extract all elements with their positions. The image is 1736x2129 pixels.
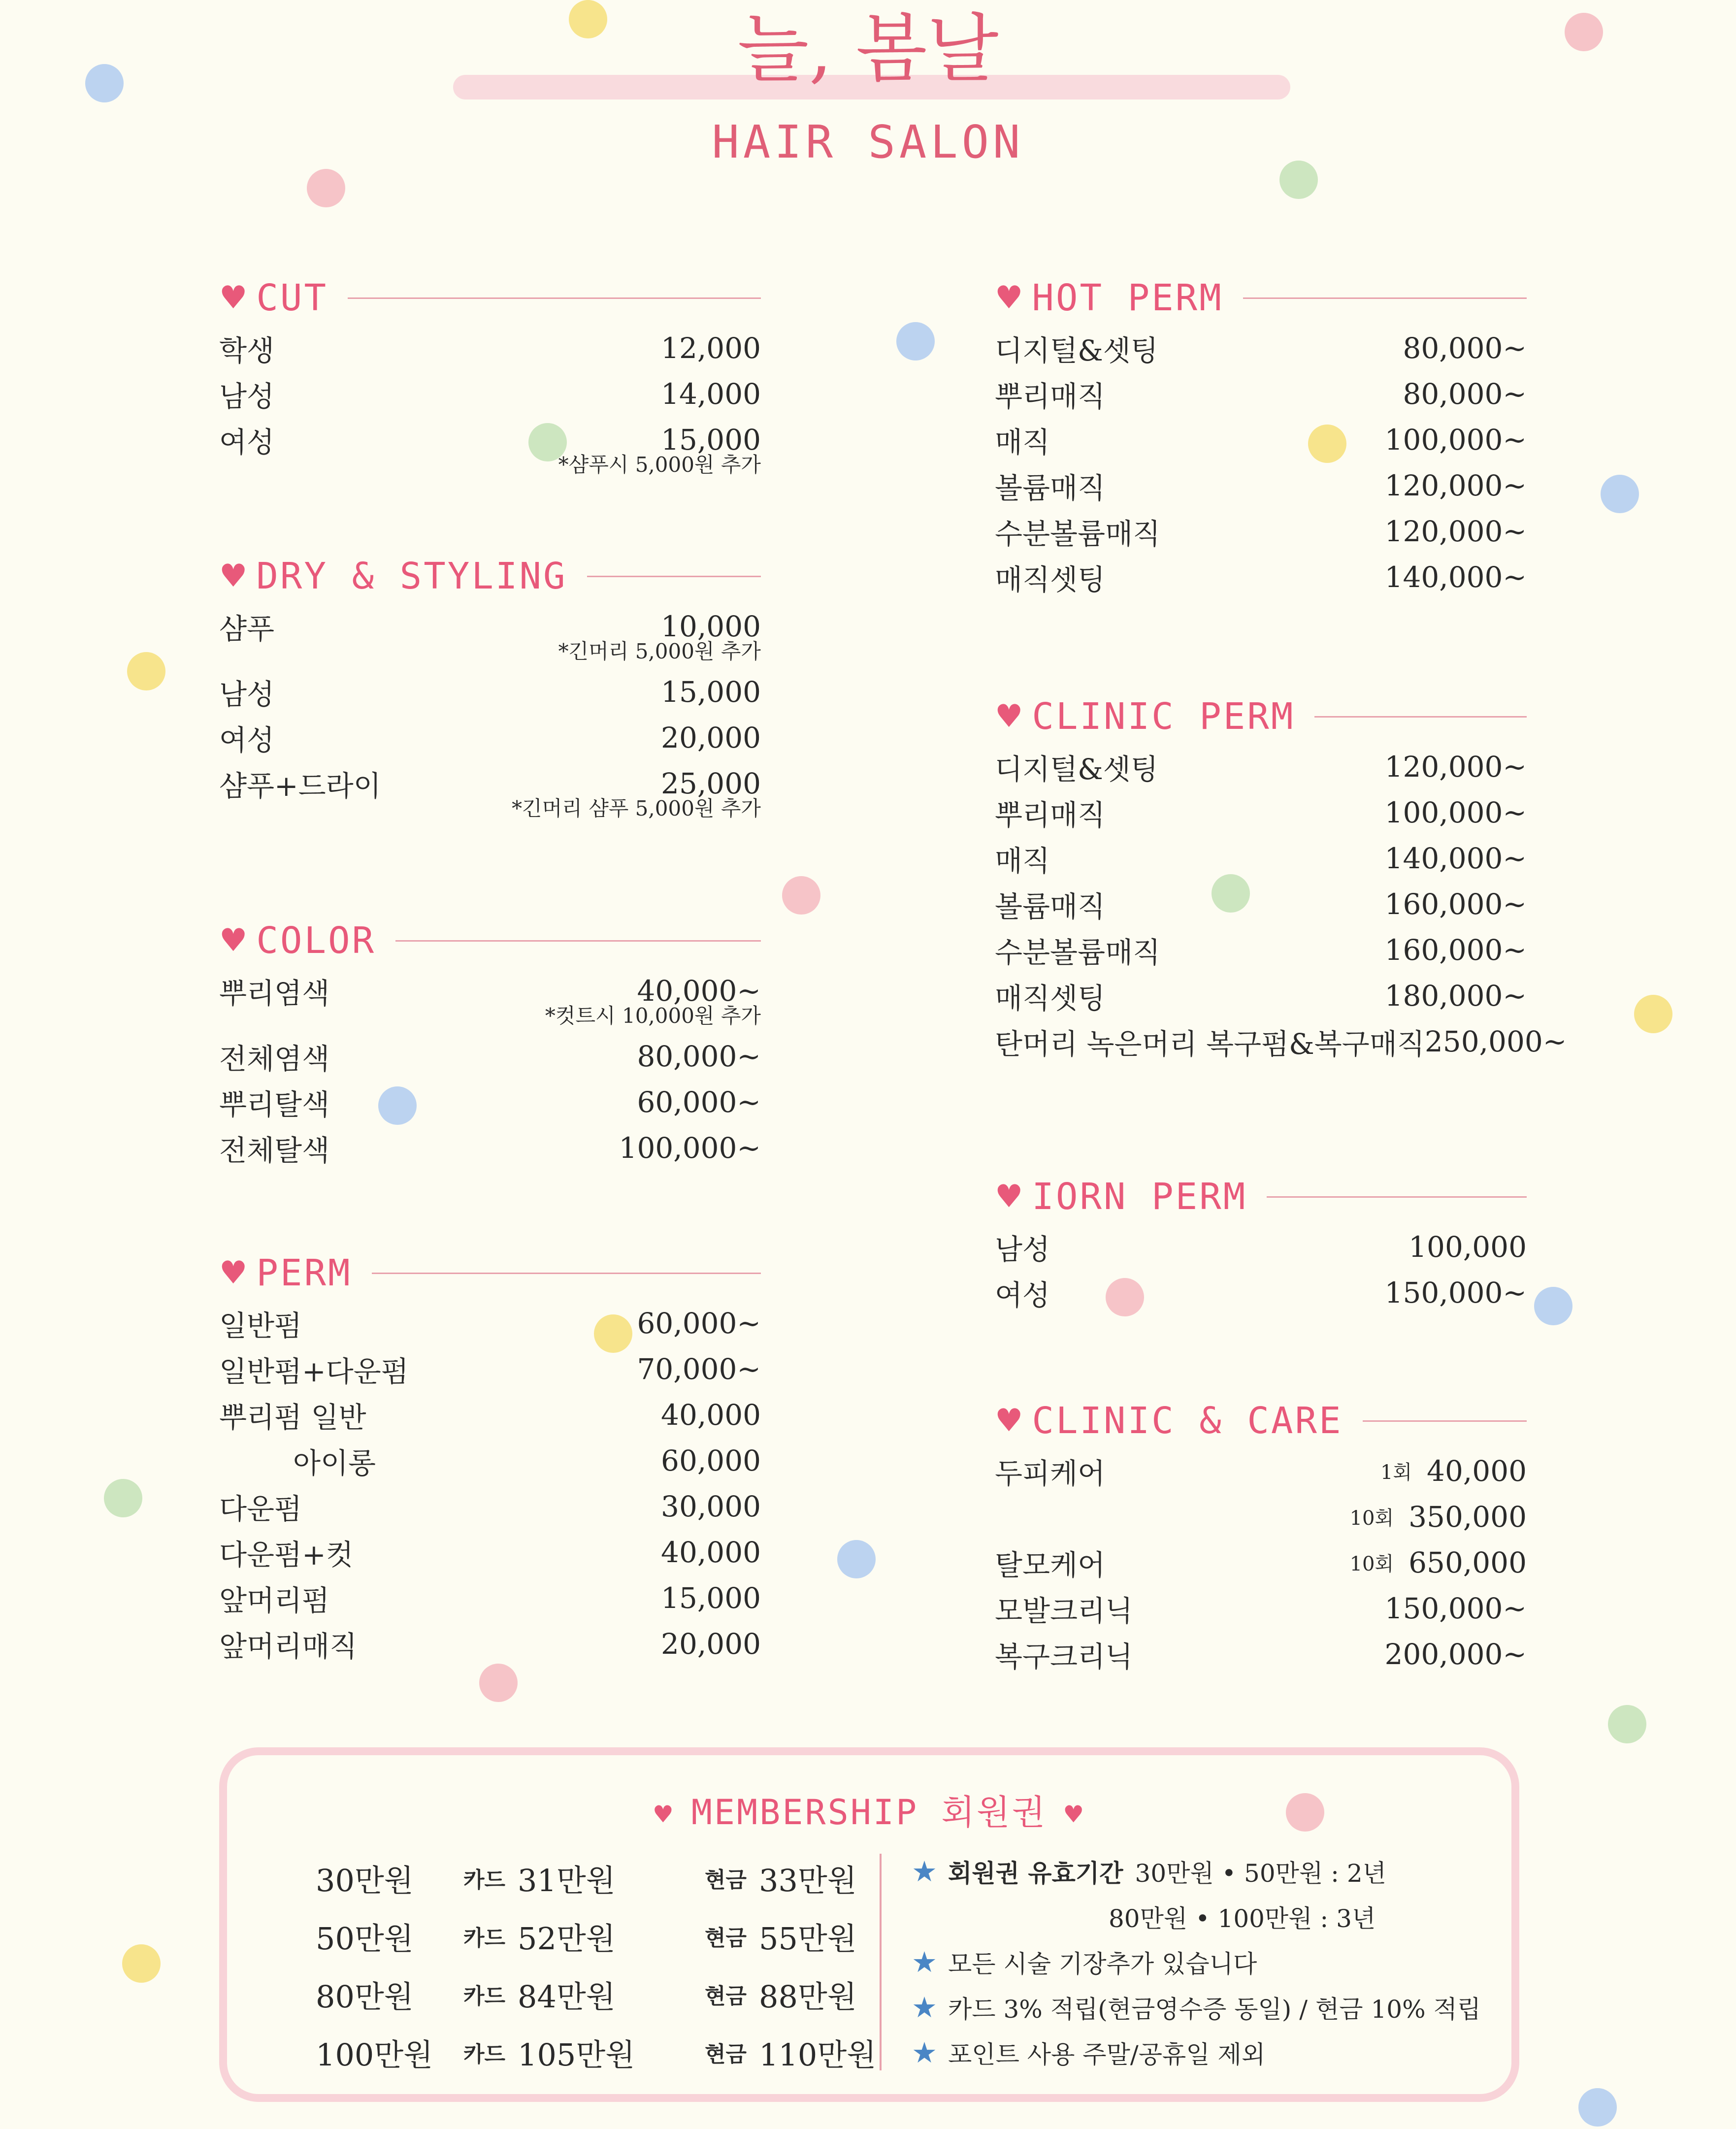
service-name: 여성 <box>219 723 275 757</box>
heart-icon: ♥ <box>219 922 248 959</box>
service-name: 볼륨매직 <box>995 889 1106 923</box>
card-price: 105만원 <box>518 2036 635 2073</box>
service-price: 15,000 <box>661 423 761 457</box>
menu-section <box>995 1399 1527 1677</box>
section-header <box>995 276 1527 320</box>
price-row <box>995 1018 1567 1064</box>
membership-amount: 100만원 <box>316 2036 433 2073</box>
price-group <box>1385 1592 1527 1625</box>
service-price: 140,000~ <box>1384 841 1527 875</box>
service-price: 120,000~ <box>1384 514 1527 548</box>
service-price: 160,000~ <box>1384 933 1527 967</box>
price-group <box>1385 423 1527 457</box>
star-icon: ★ <box>912 1991 937 2024</box>
membership-row <box>316 1849 995 1907</box>
menu-section <box>219 554 761 826</box>
price-row <box>219 1033 761 1079</box>
service-price: 350,000 <box>1408 1500 1527 1534</box>
service-name: 앞머리펌 <box>219 1583 330 1617</box>
section-header <box>995 1175 1527 1219</box>
section-divider-line <box>1363 1420 1527 1422</box>
section-divider-line <box>395 940 761 942</box>
star-icon: ★ <box>912 2036 937 2069</box>
menu-section <box>995 694 1567 1064</box>
service-name: 수분볼륨매직 <box>995 517 1161 551</box>
cash-label: 현금 <box>705 1984 747 2009</box>
price-list <box>995 744 1567 1064</box>
section-header <box>219 1251 761 1295</box>
service-price: 10,000 <box>661 609 761 643</box>
service-name: 남성 <box>219 677 275 711</box>
price-group <box>1385 469 1527 502</box>
section-title: CLINIC & CARE <box>1032 1400 1343 1442</box>
validity-text-2: 80만원 • 100만원 : 3년 <box>1109 1904 1376 1933</box>
price-note: *컷트시 10,000원 추가 <box>545 1004 761 1028</box>
service-name: 뿌리매직 <box>995 379 1106 413</box>
service-price: 15,000 <box>661 1581 761 1615</box>
service-name: 뿌리염색 <box>219 976 330 1010</box>
service-name: 남성 <box>219 379 275 413</box>
service-name: 두피케어 <box>995 1456 1106 1490</box>
service-name: 일반펌 <box>219 1309 302 1343</box>
price-row <box>219 1575 761 1621</box>
price-row <box>219 1079 761 1125</box>
decorative-dot <box>1601 475 1639 513</box>
decorative-dot <box>896 322 935 360</box>
price-group <box>1385 1638 1527 1671</box>
decorative-dot <box>837 1540 876 1578</box>
service-price: 12,000 <box>661 331 761 365</box>
session-count: 1회 <box>1380 1461 1412 1484</box>
price-group <box>1385 887 1527 921</box>
service-name: 탈모케어 <box>995 1548 1106 1582</box>
decorative-dot <box>1608 1705 1646 1743</box>
price-row <box>219 715 761 760</box>
service-name: 볼륨매직 <box>995 471 1106 505</box>
card-price: 52만원 <box>518 1920 616 1957</box>
service-name: 샴푸 <box>219 612 275 646</box>
section-header <box>219 276 761 320</box>
price-row <box>219 669 761 715</box>
cash-price: 88만원 <box>759 1978 857 2015</box>
heart-icon: ♥ <box>995 1403 1023 1439</box>
price-row <box>219 1125 761 1171</box>
service-price: 140,000~ <box>1384 560 1527 594</box>
price-group <box>1408 1230 1527 1264</box>
price-group <box>1380 1454 1527 1488</box>
price-group <box>1403 331 1527 365</box>
page-subtitle: HAIR SALON <box>712 116 1024 168</box>
service-price: 180,000~ <box>1384 979 1527 1013</box>
price-row <box>995 1448 1527 1494</box>
note-text: 포인트 사용 주말/공휴일 제외 <box>948 2040 1266 2069</box>
price-group <box>661 377 761 411</box>
service-name: 다운펌+컷 <box>219 1538 354 1572</box>
card-price: 84만원 <box>518 1978 616 2015</box>
heart-icon: ♥ <box>219 558 248 594</box>
decorative-dot <box>782 876 820 915</box>
membership-divider <box>880 1854 882 2070</box>
card-label: 카드 <box>463 1926 506 1951</box>
service-price: 120,000~ <box>1384 750 1527 784</box>
service-price: 150,000~ <box>1384 1591 1527 1625</box>
price-row <box>995 1270 1527 1315</box>
section-title: IORN PERM <box>1032 1176 1247 1218</box>
heart-icon: ♥ <box>219 1255 248 1291</box>
service-name: 매직 <box>995 844 1050 878</box>
price-group <box>1385 842 1527 875</box>
validity-text-1: 30만원 • 50만원 : 2년 <box>1135 1859 1386 1888</box>
price-row <box>219 1529 761 1575</box>
decorative-dot <box>307 169 345 207</box>
price-group <box>661 1444 761 1477</box>
section-header <box>995 694 1527 739</box>
section-title: CLINIC PERM <box>1032 695 1295 738</box>
price-row <box>995 1539 1527 1585</box>
membership-row <box>316 1965 995 2023</box>
price-group <box>1350 1546 1527 1579</box>
service-price: 100,000~ <box>619 1131 761 1165</box>
price-group <box>637 974 761 1008</box>
menu-section <box>219 276 761 482</box>
menu-section <box>219 1251 761 1667</box>
service-name: 앞머리매직 <box>219 1629 358 1663</box>
price-group <box>1350 1500 1527 1534</box>
membership-note-validity <box>912 1849 1493 1894</box>
price-group <box>1425 1025 1567 1058</box>
price-row <box>995 1631 1527 1677</box>
membership-amount: 80만원 <box>316 1978 414 2015</box>
service-name: 학생 <box>219 333 275 367</box>
section-divider-line <box>1267 1196 1527 1198</box>
section-divider-line <box>1243 297 1527 299</box>
service-price: 80,000~ <box>1403 331 1527 365</box>
price-group <box>661 675 761 709</box>
service-price: 160,000~ <box>1384 887 1527 921</box>
service-name: 전체염색 <box>219 1042 330 1076</box>
service-price: 120,000~ <box>1384 468 1527 502</box>
price-group <box>1385 560 1527 594</box>
service-price: 15,000 <box>661 675 761 709</box>
heart-icon: ♥ <box>995 698 1023 735</box>
price-list <box>219 968 761 1171</box>
heart-icon: ♥ <box>219 280 248 316</box>
price-group <box>661 1398 761 1432</box>
membership-box <box>219 1747 1519 2102</box>
price-row <box>219 1392 761 1438</box>
price-row <box>995 927 1527 973</box>
price-row <box>219 371 761 417</box>
price-list <box>995 325 1527 600</box>
service-name: 디지털&셋팅 <box>995 333 1158 367</box>
price-row <box>995 508 1527 554</box>
price-row <box>995 371 1527 417</box>
price-row <box>219 1346 761 1392</box>
service-name: 뿌리탈색 <box>219 1087 330 1121</box>
service-name: 샴푸+드라이 <box>219 769 381 803</box>
membership-table <box>316 1849 995 2081</box>
service-price: 100,000~ <box>1384 795 1527 829</box>
decorative-dot <box>104 1479 142 1517</box>
section-title: PERM <box>256 1252 352 1294</box>
price-row <box>995 1585 1527 1631</box>
cash-price: 110만원 <box>759 2036 877 2073</box>
price-group <box>661 610 761 643</box>
membership-note-3 <box>912 1985 1493 2030</box>
price-group <box>1385 796 1527 829</box>
cash-label: 현금 <box>705 1867 747 1893</box>
price-list <box>995 1448 1527 1677</box>
service-price: 150,000~ <box>1384 1276 1527 1310</box>
service-name: 매직셋팅 <box>995 981 1106 1015</box>
price-group <box>637 1085 761 1119</box>
price-note: *긴머리 5,000원 추가 <box>558 639 761 663</box>
star-icon: ★ <box>912 1855 937 1888</box>
card-label: 카드 <box>463 1984 506 2009</box>
menu-section <box>995 276 1527 600</box>
decorative-dot <box>479 1664 518 1702</box>
price-row <box>219 1483 761 1529</box>
cash-label: 현금 <box>705 1926 747 1951</box>
price-group <box>661 423 761 457</box>
decorative-dot <box>1534 1287 1572 1325</box>
price-group <box>1385 1276 1527 1310</box>
service-price: 80,000~ <box>1403 377 1527 411</box>
membership-title: MEMBERSHIP 회원권 <box>691 1792 1048 1833</box>
price-group <box>661 1627 761 1661</box>
price-group <box>661 1490 761 1523</box>
decorative-dot <box>1634 995 1672 1033</box>
service-name: 디지털&셋팅 <box>995 752 1158 786</box>
price-group <box>1403 377 1527 411</box>
session-count: 10회 <box>1349 1507 1394 1530</box>
service-name: 뿌리매직 <box>995 798 1106 832</box>
price-row <box>995 462 1527 508</box>
price-group <box>661 767 761 800</box>
section-divider-line <box>348 297 761 299</box>
price-group <box>637 1307 761 1340</box>
price-row <box>219 325 761 371</box>
service-price: 25,000 <box>661 766 761 800</box>
price-group <box>637 1040 761 1073</box>
service-name: 남성 <box>995 1232 1050 1266</box>
membership-note-4 <box>912 2030 1493 2075</box>
price-row <box>995 417 1527 462</box>
service-price: 60,000~ <box>637 1306 761 1340</box>
price-row <box>995 325 1527 371</box>
service-name: 수분볼륨매직 <box>995 935 1161 969</box>
service-price: 40,000~ <box>637 974 761 1008</box>
service-name: 전체탈색 <box>219 1133 330 1167</box>
service-price: 80,000~ <box>637 1039 761 1073</box>
price-group <box>661 1536 761 1569</box>
service-name: 매직셋팅 <box>995 562 1106 596</box>
price-group <box>637 1352 761 1386</box>
service-price: 40,000 <box>661 1535 761 1569</box>
service-price: 40,000 <box>661 1398 761 1432</box>
price-row <box>219 1438 761 1483</box>
service-name: 여성 <box>995 1278 1050 1312</box>
price-group <box>1385 933 1527 967</box>
price-row <box>995 1224 1527 1270</box>
price-row <box>219 1300 761 1346</box>
service-price: 100,000~ <box>1384 423 1527 457</box>
decorative-dot <box>1578 2088 1617 2127</box>
cash-label: 현금 <box>705 2042 747 2067</box>
heart-icon: ♥ <box>995 1179 1023 1215</box>
price-group <box>661 331 761 365</box>
membership-amount: 50만원 <box>316 1920 414 1957</box>
service-name: 뿌리펌 일반 <box>219 1400 366 1434</box>
price-row <box>995 835 1527 881</box>
service-name: 매직 <box>995 425 1050 459</box>
service-name: 탄머리 녹은머리 복구펌&복구매직 <box>995 1027 1425 1061</box>
service-price: 60,000 <box>661 1443 761 1477</box>
star-icon: ★ <box>912 1945 937 1979</box>
membership-row <box>316 1907 995 1965</box>
price-group <box>1385 515 1527 548</box>
price-group <box>619 1131 761 1165</box>
price-row <box>995 973 1527 1018</box>
service-name: 여성 <box>219 425 275 459</box>
service-price: 70,000~ <box>637 1352 761 1386</box>
menu-section <box>219 918 761 1171</box>
service-price: 200,000~ <box>1384 1637 1527 1671</box>
membership-row <box>316 2023 995 2081</box>
membership-amount: 30만원 <box>316 1862 414 1899</box>
note-text: 카드 3% 적립(현금영수증 동일) / 현금 10% 적립 <box>948 1995 1481 2024</box>
service-price: 20,000 <box>661 1627 761 1661</box>
membership-note-2 <box>912 1939 1493 1985</box>
price-group <box>661 721 761 754</box>
page-title: 늘, 봄날 <box>737 6 999 92</box>
section-header <box>995 1399 1527 1443</box>
price-group <box>1385 750 1527 784</box>
price-group <box>661 1581 761 1615</box>
service-name: 일반펌+다운펌 <box>219 1354 409 1388</box>
heart-icon: ♥ <box>1065 1798 1084 1831</box>
price-note: *샴푸시 5,000원 추가 <box>558 453 761 477</box>
card-label: 카드 <box>463 2042 506 2067</box>
card-price: 31만원 <box>518 1862 616 1899</box>
service-price: 20,000 <box>661 721 761 754</box>
membership-header <box>227 1785 1511 1834</box>
price-list <box>219 1300 761 1667</box>
service-name: 모발크리닉 <box>995 1594 1133 1628</box>
heart-icon: ♥ <box>995 280 1023 316</box>
service-name: 다운펌 <box>219 1492 302 1526</box>
price-list <box>219 325 761 482</box>
service-price: 250,000~ <box>1424 1024 1567 1058</box>
service-name: 복구크리닉 <box>995 1639 1133 1673</box>
price-note: *긴머리 샴푸 5,000원 추가 <box>512 796 761 820</box>
service-price: 60,000~ <box>637 1085 761 1119</box>
section-header <box>219 554 761 598</box>
price-row <box>995 881 1527 927</box>
section-title: COLOR <box>256 919 376 962</box>
price-group <box>1385 979 1527 1013</box>
heart-icon: ♥ <box>654 1798 674 1831</box>
service-price: 40,000 <box>1427 1454 1527 1488</box>
cash-price: 33만원 <box>759 1862 857 1899</box>
session-count: 10회 <box>1349 1553 1394 1575</box>
price-list <box>995 1224 1527 1315</box>
decorative-dot <box>127 652 165 690</box>
section-header <box>219 918 761 963</box>
section-title: CUT <box>256 277 328 319</box>
membership-notes <box>912 1849 1493 2075</box>
service-name: 아이롱 <box>293 1446 376 1480</box>
price-row <box>995 744 1527 789</box>
decorative-dot <box>122 1944 161 1983</box>
section-divider-line <box>1314 716 1527 718</box>
section-divider-line <box>372 1273 761 1274</box>
card-label: 카드 <box>463 1867 506 1893</box>
note-text: 모든 시술 기장추가 있습니다 <box>948 1950 1257 1978</box>
section-title: HOT PERM <box>1032 277 1223 319</box>
menu-section <box>995 1175 1527 1315</box>
service-price: 100,000 <box>1408 1230 1527 1264</box>
membership-note-validity-2 <box>912 1894 1493 1939</box>
price-row <box>995 789 1527 835</box>
section-divider-line <box>587 576 761 577</box>
validity-label: 회원권 유효기간 <box>948 1859 1123 1888</box>
section-title: DRY & STYLING <box>256 555 567 597</box>
price-row <box>995 1494 1527 1539</box>
service-price: 650,000 <box>1408 1545 1527 1579</box>
price-row <box>995 554 1527 600</box>
cash-price: 55만원 <box>759 1920 857 1957</box>
service-price: 30,000 <box>661 1489 761 1523</box>
price-row <box>219 1621 761 1667</box>
price-list <box>219 603 761 826</box>
service-price: 14,000 <box>661 377 761 411</box>
